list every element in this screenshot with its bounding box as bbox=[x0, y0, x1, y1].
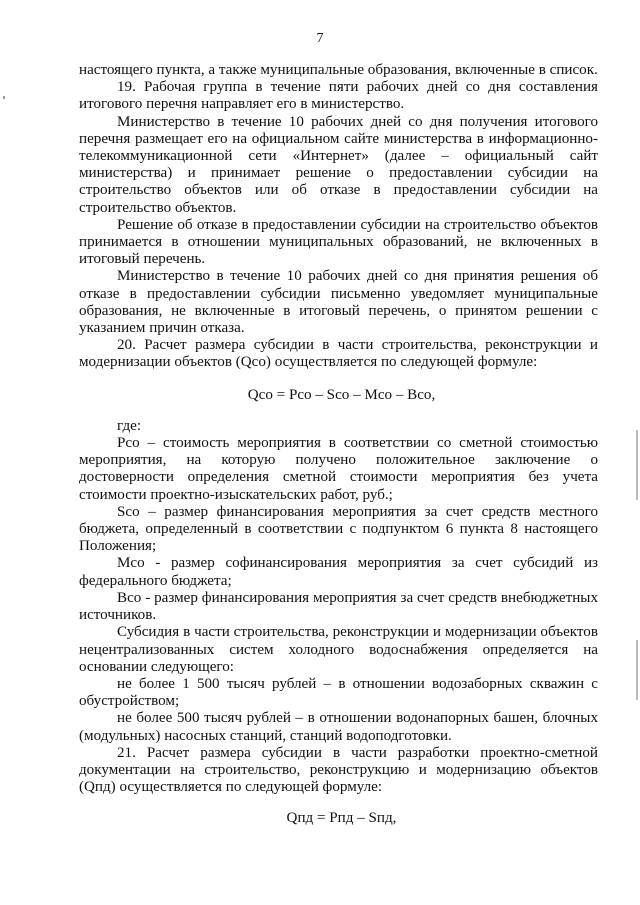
paragraph: Решение об отказе в предоставлении субсидии на строительство объектов принимается в отношении муниципальных образований, не включенных в итоговый перечень. bbox=[79, 216, 598, 268]
definition: Мсо - размер софинансирования мероприятия за счет субсидий из федерального бюджета; bbox=[79, 555, 598, 589]
scan-edge-mark bbox=[636, 640, 638, 700]
scan-artifact bbox=[3, 96, 5, 99]
formula-qso: Qсо = Рсо – Sсо – Мсо – Всо, bbox=[247, 386, 436, 403]
paragraph: Министерство в течение 10 рабочих дней со дня принятия решения об отказе в предоставлении субсидии письменно уведомляет муниципальные образования, не включенные в итоговый перечень, о принятом решении с указанием причин отказа. bbox=[79, 268, 598, 337]
paragraph: 21. Расчет размера субсидии в части разработки проектно-сметной документации на строительство, реконструкцию и модернизацию объектов (Qпд) осуществляется по следующей формуле: bbox=[79, 744, 598, 796]
list-item: не более 500 тысяч рублей – в отношении водонапорных башен, блочных (модульных) насосных станций, станций водоподготовки. bbox=[79, 710, 598, 744]
where-label: где: bbox=[117, 417, 142, 434]
definition: Рсо – стоимость мероприятия в соответствии со сметной стоимостью мероприятия, на которую получено положительное заключение о достоверности определения сметной стоимости мероприятия без учета стоимости проектно-изыскательских работ, руб.; bbox=[79, 435, 598, 503]
paragraph: Субсидия в части строительства, реконструкции и модернизации объектов нецентрализованных систем холодного водоснабжения определяется на основании следующего: bbox=[79, 624, 598, 675]
page-number: 7 bbox=[316, 31, 324, 46]
list-item: не более 1 500 тысяч рублей – в отношении водозаборных скважин с обустройством; bbox=[79, 675, 598, 710]
formula-qpd: Qпд = Рпд – Sпд, bbox=[286, 810, 397, 827]
definition: Всо - размер финансирования мероприятия за счет средств внебюджетных источников. bbox=[79, 589, 598, 624]
document-body bbox=[79, 62, 598, 842]
paragraph: Министерство в течение 10 рабочих дней со дня получения итогового перечня размещает его на официальном сайте министерства в информационно-телекоммуникационной сети «Интернет» (далее – официальный сайт министерства) и принимает решение о предоставлении субсидии на строительство объектов или об отказе в предоставлении субсидии на строительство объектов. bbox=[79, 113, 598, 216]
scan-edge-mark bbox=[636, 430, 638, 500]
paragraph: 19. Рабочая группа в течение пяти рабочих дней со дня составления итогового перечня направляет его в министерство. bbox=[79, 79, 598, 113]
paragraph: настоящего пункта, а также муниципальные образования, включенные в список. bbox=[79, 62, 598, 78]
definition: Sсо – размер финансирования мероприятия за счет средств местного бюджета, определенный в соответствии с подпунктом 6 пункта 8 настоящего Положения; bbox=[79, 503, 598, 555]
paragraph: 20. Расчет размера субсидии в части строительства, реконструкции и модернизации объектов (Qсо) осуществляется по следующей формуле: bbox=[79, 337, 598, 371]
